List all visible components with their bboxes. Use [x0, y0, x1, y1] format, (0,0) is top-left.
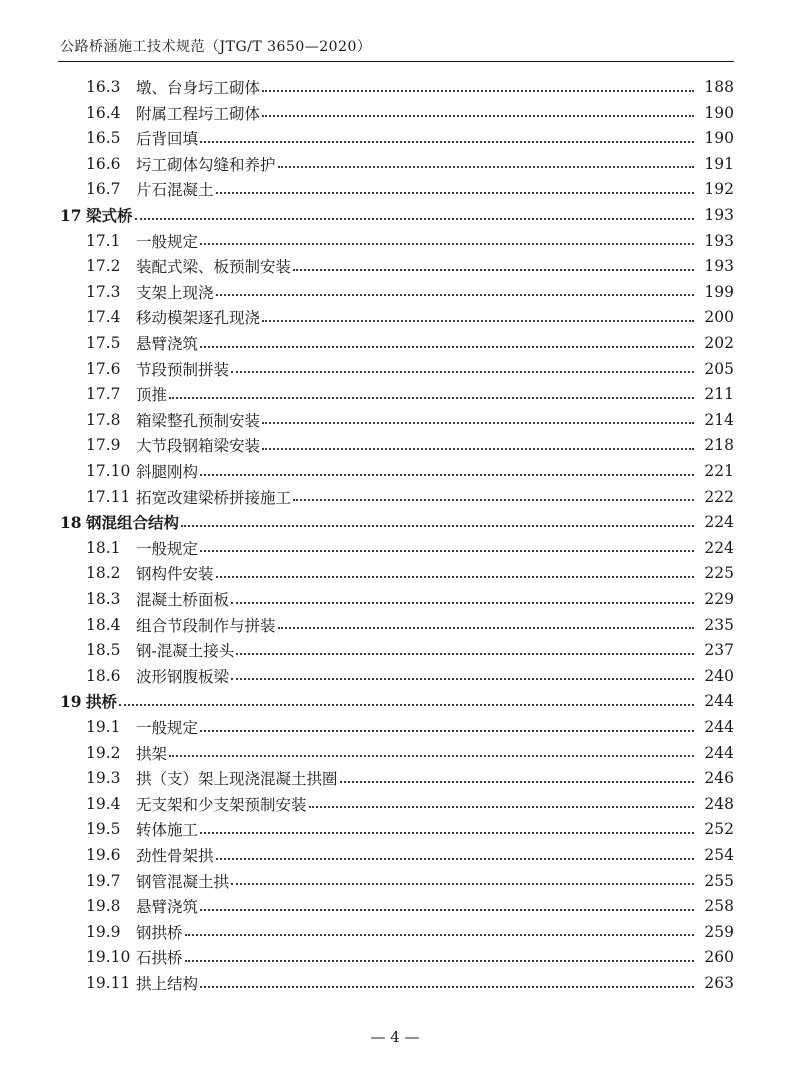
toc-section-row[interactable]: [0, 176, 790, 202]
toc-entry-title: 移动模架逐孔现浇: [136, 309, 261, 328]
toc-entry-title: 梁式桥: [86, 206, 133, 225]
toc-entry-title: 节段预制拼装: [136, 360, 230, 379]
toc-section-row[interactable]: [0, 612, 790, 638]
toc-entry-page: 246: [704, 769, 734, 788]
dot-leader: [262, 447, 694, 450]
dot-leader: [231, 882, 694, 885]
toc-entry-title: 混凝土桥面板: [136, 591, 230, 609]
dot-leader: [200, 345, 694, 348]
toc-entry-title: 石拱桥: [136, 949, 183, 968]
toc-section-row[interactable]: [0, 125, 790, 151]
toc-entry-page: 255: [704, 871, 734, 890]
toc-entry-title: 劲性骨架拱: [136, 847, 214, 865]
toc-entry-number: 19.4: [86, 794, 121, 813]
toc-entry-page: 225: [704, 564, 734, 583]
toc-entry-number: 19.3: [86, 769, 121, 788]
toc-entry-number: 19.5: [86, 820, 121, 839]
toc-entry-page: 218: [704, 436, 734, 455]
toc-entry-page: 224: [704, 538, 734, 557]
dot-leader: [262, 114, 694, 117]
dot-leader: [200, 140, 694, 143]
toc-entry-title: 片石混凝土: [136, 181, 214, 200]
toc-entry-number: 18.2: [86, 564, 121, 583]
toc-section-row[interactable]: [0, 279, 790, 305]
toc-entry-number: 18.6: [86, 666, 121, 685]
toc-entry-page: 259: [704, 922, 734, 941]
toc-entry-page: 211: [704, 385, 734, 404]
toc-entry-title: 拱上结构: [136, 975, 199, 993]
dot-leader: [293, 268, 694, 271]
dot-leader: [262, 421, 694, 424]
toc-entry-page: 224: [704, 513, 734, 532]
toc-section-row[interactable]: [0, 432, 790, 458]
toc-entry-title: 后背回填: [136, 130, 199, 149]
toc-entry-number: 19.1: [86, 718, 121, 736]
dot-leader: [119, 703, 694, 706]
toc-entry-page: 193: [704, 257, 734, 276]
toc-entry-number: 19.7: [86, 871, 121, 890]
toc-entry-title: 钢混组合结构: [86, 513, 180, 533]
dot-leader: [309, 805, 694, 808]
toc-entry-title: 波形钢腹板梁: [136, 667, 230, 686]
toc-entry-page: 237: [704, 641, 734, 660]
toc-section-row[interactable]: [0, 944, 790, 970]
toc-entry-page: 258: [704, 897, 734, 916]
dot-leader: [200, 242, 694, 245]
toc-entry-title: 一般规定: [136, 719, 199, 737]
toc-section-row[interactable]: [0, 765, 790, 791]
toc-entry-number: 17.7: [86, 385, 121, 404]
toc-entry-number: 16.3: [86, 78, 121, 96]
toc-entry-number: 16.6: [86, 154, 121, 173]
toc-entry-page: 252: [704, 820, 734, 839]
toc-section-row[interactable]: [0, 330, 790, 356]
toc-entry-title: 墩、台身圬工砌体: [136, 79, 261, 97]
dot-leader: [262, 319, 694, 322]
toc-entry-page: 222: [704, 487, 734, 506]
toc-entry-title: 钢管混凝土拱: [136, 872, 230, 891]
toc-entry-title: 钢-混凝土接头: [136, 642, 235, 661]
toc-entry-title: 钢拱桥: [136, 923, 183, 942]
dot-leader: [278, 626, 694, 629]
toc-entry-page: 191: [704, 154, 734, 173]
toc-entry-title: 斜腿刚构: [136, 463, 199, 481]
dot-leader: [216, 575, 694, 578]
toc-entry-number: 17.6: [86, 359, 121, 378]
toc-section-row[interactable]: [0, 407, 790, 433]
dot-leader: [236, 652, 694, 655]
toc-entry-page: 248: [704, 794, 734, 813]
toc-section-row[interactable]: [0, 893, 790, 919]
toc-section-row[interactable]: [0, 740, 790, 766]
toc-entry-page: 244: [704, 743, 734, 762]
toc-entry-title: 一般规定: [136, 539, 199, 558]
toc-section-row[interactable]: [0, 458, 790, 484]
toc-entry-number: 19.9: [86, 922, 121, 941]
running-header: 公路桥涵施工技术规范（JTG/T 3650—2020）: [60, 39, 372, 55]
toc-entry-page: 190: [704, 103, 734, 122]
dot-leader: [293, 498, 694, 501]
toc-section-row[interactable]: [0, 381, 790, 407]
dot-leader: [185, 933, 694, 936]
toc-entry-title: 一般规定: [136, 232, 199, 251]
dot-leader: [278, 165, 694, 168]
toc-section-row[interactable]: [0, 151, 790, 177]
toc-section-row[interactable]: [0, 868, 790, 894]
toc-entry-page: 214: [704, 410, 734, 429]
dot-leader: [216, 293, 694, 296]
dot-leader: [200, 729, 694, 732]
dot-leader: [216, 857, 694, 860]
toc-section-row[interactable]: [0, 663, 790, 689]
toc-entry-page: 229: [704, 590, 734, 608]
toc-entry-number: 18.5: [86, 641, 121, 660]
toc-entry-page: 192: [704, 180, 734, 199]
toc-entry-title: 悬臂浇筑: [136, 898, 199, 917]
toc-entry-page: 190: [704, 129, 734, 148]
toc-entry-number: 19.2: [86, 743, 121, 762]
toc-entry-number: 17.2: [86, 257, 121, 276]
toc-entry-title: 装配式梁、板预制安装: [136, 258, 292, 277]
toc-entry-number: 17.8: [86, 410, 121, 429]
toc-section-row[interactable]: [0, 637, 790, 663]
toc-entry-number: 18: [60, 512, 82, 532]
dot-leader: [200, 549, 694, 552]
toc-entry-title: 箱梁整孔预制安装: [136, 411, 261, 430]
dot-leader: [262, 89, 694, 92]
toc-entry-page: 202: [704, 334, 734, 352]
toc-chapter-row[interactable]: [0, 202, 790, 228]
toc-entry-number: 17.3: [86, 282, 121, 301]
dot-leader: [200, 985, 694, 988]
toc-section-row[interactable]: [0, 74, 790, 100]
toc-section-row[interactable]: [0, 100, 790, 126]
dot-leader: [231, 677, 694, 680]
toc-entry-title: 悬臂浇筑: [136, 335, 199, 353]
toc-section-row[interactable]: [0, 919, 790, 945]
toc-entry-number: 17.9: [86, 436, 121, 455]
toc-section-row[interactable]: [0, 791, 790, 817]
toc-entry-page: 263: [704, 974, 734, 992]
toc-entry-title: 拱架: [136, 744, 168, 763]
toc-entry-number: 19: [60, 691, 82, 711]
toc-entry-page: 199: [704, 282, 734, 301]
dot-leader: [340, 780, 694, 783]
toc-section-row[interactable]: [0, 714, 790, 740]
toc-entry-number: 19.8: [86, 897, 121, 916]
toc-entry-page: 193: [704, 206, 734, 224]
dot-leader: [216, 191, 694, 194]
toc-entry-page: 188: [704, 78, 734, 96]
dot-leader: [200, 473, 694, 476]
toc-entry-title: 转体施工: [136, 821, 199, 840]
toc-entry-number: 19.10: [86, 948, 131, 967]
toc-entry-page: 244: [704, 692, 734, 711]
dot-leader: [169, 754, 694, 757]
dot-leader: [231, 370, 694, 373]
toc-entry-number: 18.3: [86, 590, 121, 608]
toc-entry-number: 18.4: [86, 615, 121, 634]
toc-entry-page: 221: [704, 462, 734, 480]
toc-section-row[interactable]: [0, 586, 790, 612]
toc-entry-number: 16.5: [86, 129, 121, 148]
toc-entry-title: 圬工砌体勾缝和养护: [136, 155, 276, 174]
dot-leader: [135, 217, 694, 220]
dot-leader: [231, 601, 694, 604]
toc-entry-number: 16.4: [86, 103, 121, 122]
toc-entry-page: 240: [704, 666, 734, 685]
toc-entry-page: 260: [704, 948, 734, 967]
toc-chapter-row[interactable]: [0, 688, 790, 714]
toc-entry-number: 19.11: [86, 974, 131, 992]
toc-section-row[interactable]: [0, 304, 790, 330]
toc-section-row[interactable]: [0, 816, 790, 842]
toc-section-row[interactable]: [0, 535, 790, 561]
toc-section-row[interactable]: [0, 228, 790, 254]
toc-entry-number: 17.10: [86, 462, 131, 480]
toc-entry-page: 254: [704, 846, 734, 864]
header-rule: [58, 61, 734, 62]
toc-section-row[interactable]: [0, 356, 790, 382]
toc-section-row[interactable]: [0, 560, 790, 586]
toc-entry-page: 244: [704, 718, 734, 736]
toc-entry-title: 拱（支）架上现浇混凝土拱圈: [136, 770, 338, 789]
dot-leader: [181, 524, 694, 527]
toc-entry-number: 17.4: [86, 308, 121, 327]
toc-entry-number: 17: [60, 205, 82, 225]
toc-entry-page: 193: [704, 231, 734, 250]
page-number: — 4 —: [370, 1028, 420, 1046]
toc-entry-title: 拓宽改建梁桥拼接施工: [136, 488, 292, 507]
dot-leader: [200, 908, 694, 911]
toc-entry-page: 200: [704, 308, 734, 327]
toc-entry-number: 16.7: [86, 180, 121, 199]
toc-section-row[interactable]: [0, 253, 790, 279]
toc-entry-number: 19.6: [86, 846, 121, 864]
dot-leader: [185, 959, 694, 962]
toc-entry-title: 无支架和少支架预制安装: [136, 795, 307, 814]
dot-leader: [200, 831, 694, 834]
toc-entry-page: 235: [704, 615, 734, 634]
toc-entry-title: 组合节段制作与拼装: [136, 616, 276, 635]
toc-entry-number: 17.1: [86, 231, 121, 250]
toc-entry-title: 大节段钢箱梁安装: [136, 437, 261, 456]
toc-entry-title: 顶推: [136, 386, 168, 405]
toc-entry-number: 18.1: [86, 538, 121, 557]
toc-entry-title: 拱桥: [86, 692, 118, 712]
dot-leader: [169, 396, 694, 399]
toc-entry-title: 附属工程圬工砌体: [136, 104, 261, 123]
toc-chapter-row[interactable]: [0, 509, 790, 535]
toc-entry-number: 17.11: [86, 487, 131, 506]
toc-entry-number: 17.5: [86, 334, 121, 352]
toc-section-row[interactable]: [0, 842, 790, 868]
toc-entry-title: 支架上现浇: [136, 283, 214, 302]
toc-entry-page: 205: [704, 359, 734, 378]
toc-section-row[interactable]: [0, 970, 790, 996]
toc-section-row[interactable]: [0, 484, 790, 510]
toc-entry-title: 钢构件安装: [136, 565, 214, 584]
